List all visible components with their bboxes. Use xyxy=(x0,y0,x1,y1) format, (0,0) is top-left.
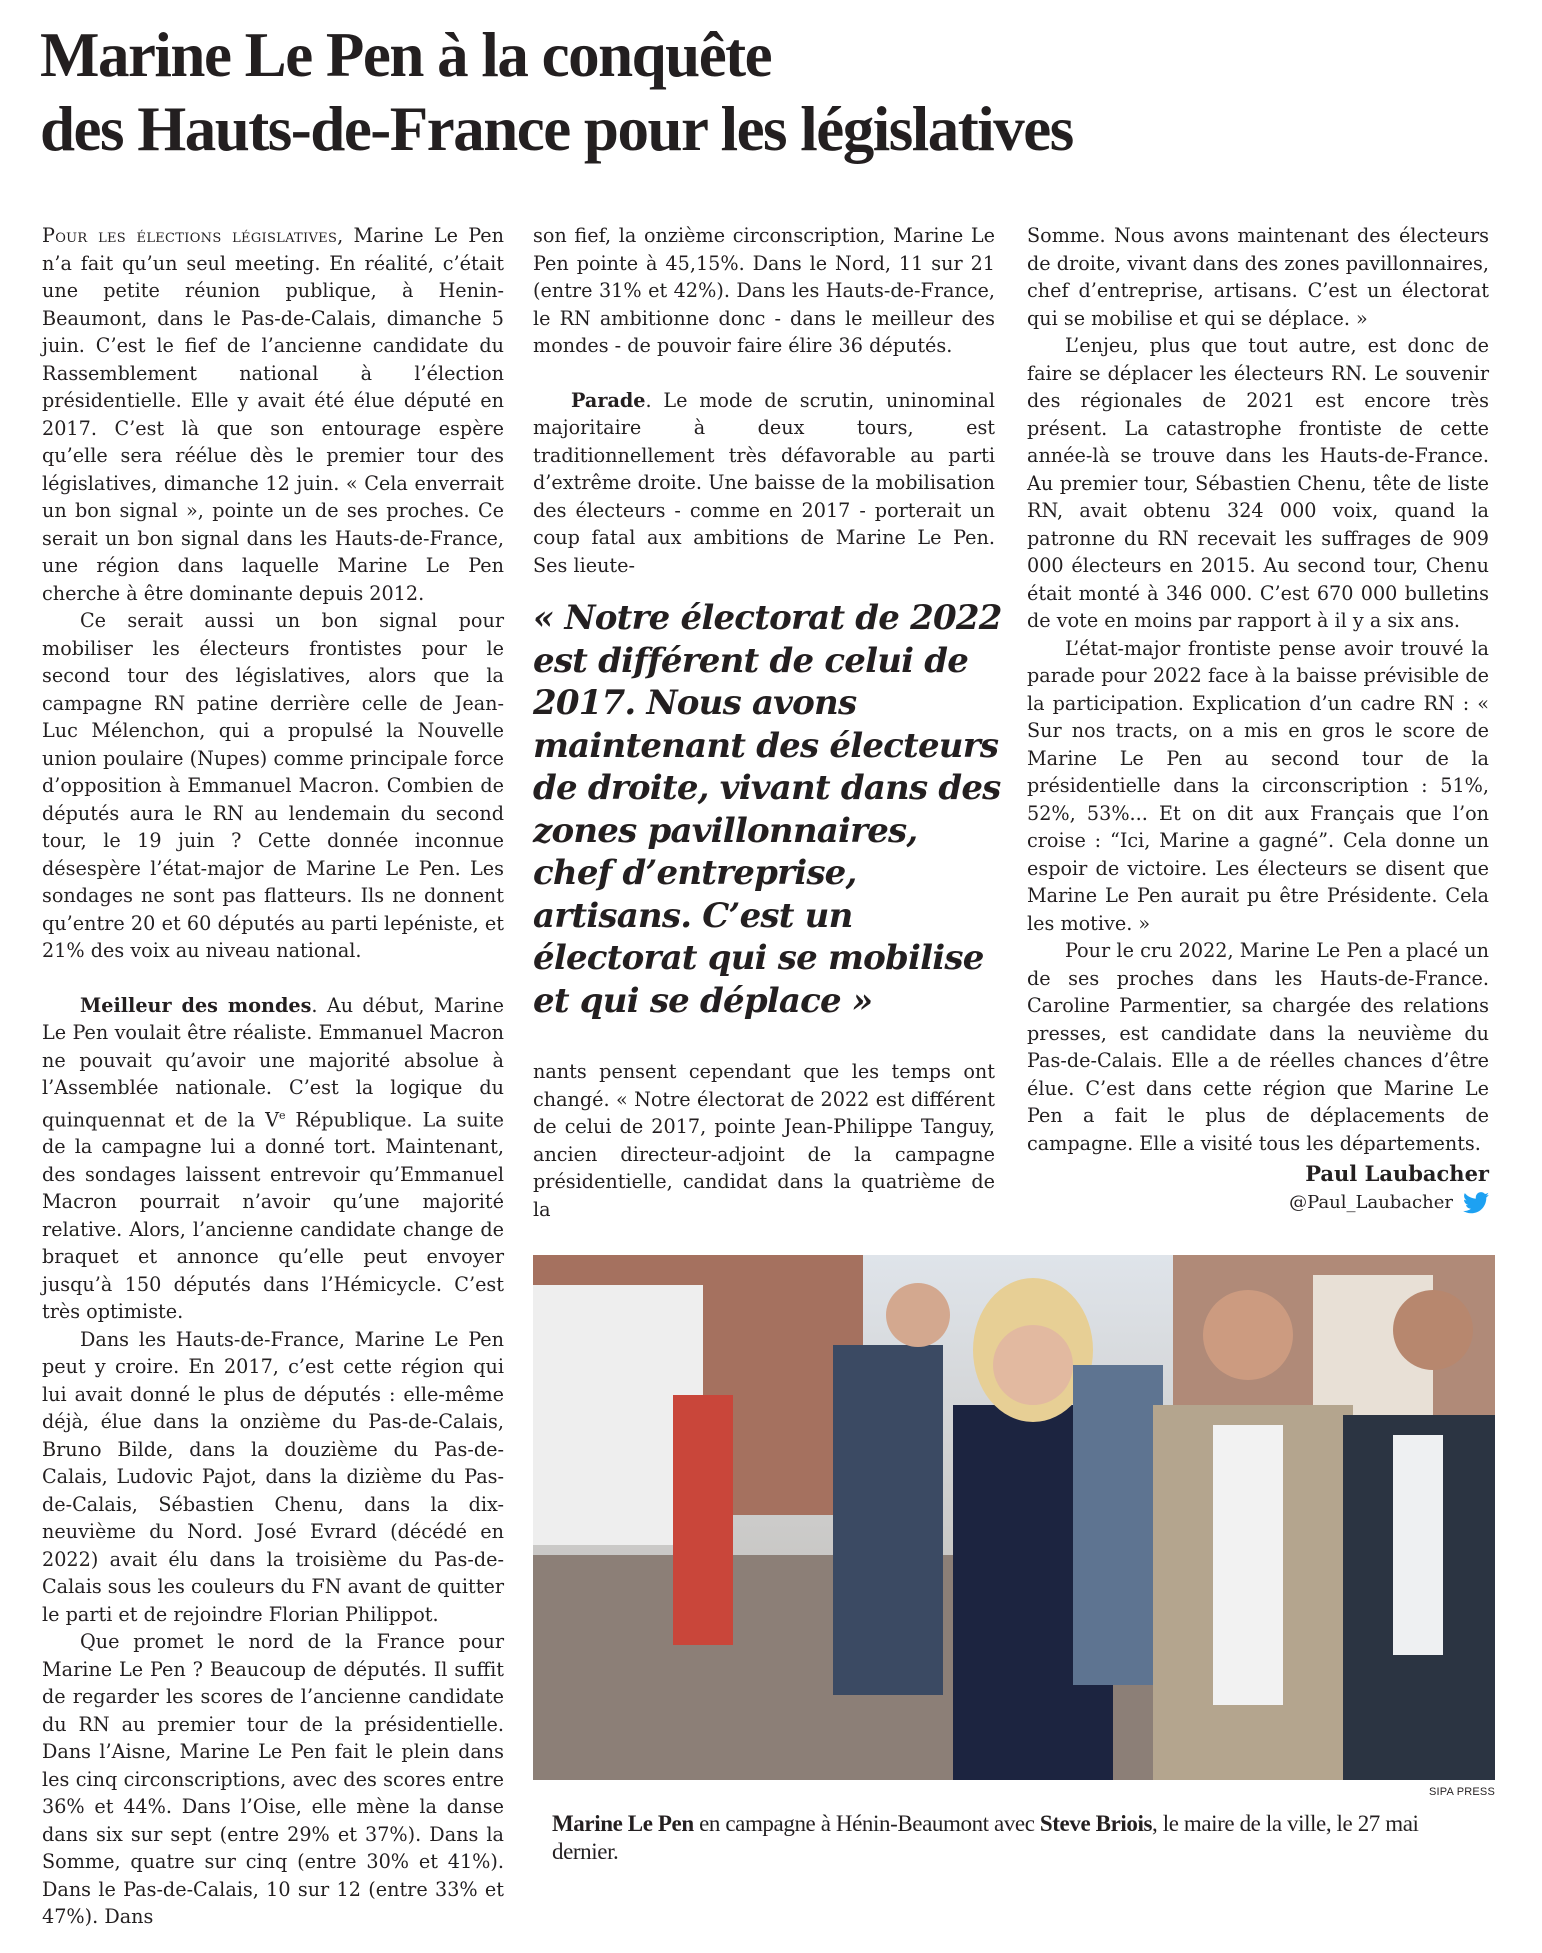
paragraph: L’enjeu, plus que tout autre, est donc de faire se déplacer les électeurs RN. Le souvenir des régionales de 2021 est encore très présent. La catastrophe frontiste de cette année-là se trouve dans les Hauts-de-France. Au premier tour, Sébastien Chenu, tête de liste RN, avait obtenu 324 000 voix, quand la patronne du RN recevait les suffrages de 909 000 électeurs en 2015. Au second tour, Chenu était monté à 346 000. C’est 670 000 bulletins de vote en moins par rapport à il y a six ans. xyxy=(1027,334,1489,632)
headline xyxy=(40,18,1500,166)
subhead-runin: Meilleur des mondes xyxy=(80,993,312,1017)
paragraph: Pour les élections législatives, Marine Le Pen n’a fait qu’un seul meeting. En réalité, c’était une petite réunion publique, à Henin-Beaumont, dans le Pas-de-Calais, dimanche 5 juin. C’est le fief de l’ancienne candidate du Rassemblement national à l’élection présidentielle. Elle y avait été élue député en 2017. C’est là que son entourage espère qu’elle sera réélue dès le premier tour des législatives, dimanche 12 juin. « Cela enverrait un bon signal », pointe un de ses proches. Ce serait un bon signal dans les Hauts-de-France, une région dans laquelle Marine Le Pen cherche à être dominante depuis 2012. xyxy=(42,224,504,605)
column-3 xyxy=(1027,222,1489,1217)
paragraph: Dans les Hauts-de-France, Marine Le Pen peut y croire. En 2017, c’est cette région qui lui avait donné le plus de députés : elle-même déjà, élue dans la onzième du Pas-de-Calais, Bruno Bilde, dans la douzième du Pas-de-Calais, Ludovic Pajot, dans la dizième du Pas-de-Calais, Sébastien Chenu, dans la dix-neuvième du Nord. José Evrard (décédé en 2022) avait élu dans la troisième du Pas-de-Calais sous les couleurs du FN avant de quitter le parti et de rejoindre Florian Philippot. xyxy=(42,1327,504,1626)
paragraph: son fief, la onzième circonscription, Marine Le Pen pointe à 45,15%. Dans le Nord, 11 sur 21 (entre 31% et 42%). Dans les Hauts-de-France, le RN ambitionne donc - dans le meilleur des mondes - de pouvoir faire élire 36 députés. xyxy=(533,224,995,357)
column-1 xyxy=(42,222,504,1931)
caption-person-1: Marine Le Pen xyxy=(552,1811,694,1836)
pull-quote: « Notre électorat de 2022 est différent de celui de 2017. Nous avons maintenant des électeurs de droite, vivant dans des zones pavillonnaires, chef d’entreprise, artisans. C’est un électorat qui se mobilise et qui se déplace » xyxy=(533,598,1002,1021)
paragraph: Meilleur des mondes. Au début, Marine Le Pen voulait être réaliste. Emmanuel Macron ne pouvait qu’avoir une majorité absolue à l’Assemblée nationale. C’est la logique du quinquennat et de la Ve République. La suite de la campagne lui a donné tort. Maintenant, des sondages laissent entrevoir qu’Emmanuel Macron pourrait n’avoir qu’une majorité relative. Alors, l’ancienne candidate change de braquet et annonce qu’elle peut envoyer jusqu’à 150 députés dans l’Hémicycle. C’est très optimiste. xyxy=(42,993,505,1324)
paragraph: Que promet le nord de la France pour Marine Le Pen ? Beaucoup de députés. Il suffit de regarder les scores de l’ancienne candidate du RN au premier tour de la présidentielle. Dans l’Aisne, Marine Le Pen fait le plein dans les cinq circonscriptions, avec des scores entre 36% et 44%. Dans l’Oise, elle mène la danse dans six sur sept (entre 29% et 37%). Dans la Somme, quatre sur cinq (entre 30% et 41%). Dans le Pas-de-Calais, 10 sur 12 (entre 33% et 47%). Dans xyxy=(42,1630,504,1929)
headline-line-2: des Hauts-de-France pour les législatives xyxy=(40,94,1073,164)
column-2-continued xyxy=(533,1058,995,1223)
news-photo xyxy=(533,1255,1495,1780)
paragraph: Pour le cru 2022, Marine Le Pen a placé un de ses proches dans les Hauts-de-France. Caroline Parmentier, sa chargée des relations presses, est candidate dans la neuvième du Pas-de-Calais. Elle a de réelles chances d’être élue. C’est dans cette région que Marine Le Pen a fait le plus de déplacements de campagne. Elle a visité tous les départements. xyxy=(1027,939,1489,1155)
headline-line-1: Marine Le Pen à la conquête xyxy=(40,20,772,90)
column-2 xyxy=(533,222,995,579)
paragraph: Ce serait aussi un bon signal pour mobiliser les électeurs frontistes pour le second tour des législatives, alors que la campagne RN patine derrière celle de Jean-Luc Mélenchon, qui a propulsé la Nouvelle union poulaire (Nupes) comme principale force d’opposition à Emmanuel Macron. Combien de députés aura le RN au lendemain du second tour, le 19 juin ? Cette donnée inconnue désespère l’état-major de Marine Le Pen. Les sondages ne sont pas flatteurs. Ils ne donnent qu’entre 20 et 60 députés au parti lepéniste, et 21% des voix au niveau national. xyxy=(42,609,504,962)
subhead-runin: Parade xyxy=(571,388,646,412)
photo-illustration xyxy=(533,1255,1495,1780)
byline: Paul Laubacher xyxy=(1305,1161,1489,1186)
twitter-handle[interactable] xyxy=(1027,1189,1489,1217)
caption-person-2: Steve Briois xyxy=(1039,1811,1153,1836)
twitter-handle-text[interactable]: @Paul_Laubacher xyxy=(1289,1192,1453,1213)
paragraph: L’état-major frontiste pense avoir trouvé la parade pour 2022 face à la baisse prévisible de la participation. Explication d’un cadre RN : « Sur nos tracts, on a mis en gros le score de Marine Le Pen au second tour de la présidentielle dans la circonscription : 51%, 52%, 53%... Et on dit aux Français que l’on croise : “Ici, Marine a gagné”. Cela donne un espoir de victoire. Les électeurs se disent que Marine Le Pen aurait pu être Présidente. Cela les motive. » xyxy=(1027,636,1489,935)
paragraph: Parade. Le mode de scrutin, uninominal majoritaire à deux tours, est traditionnellement très défavorable au parti d’extrême droite. Une baisse de la mobilisation des électeurs - comme en 2017 - porterait un coup fatal aux ambitions de Marine Le Pen. Ses lieute- xyxy=(533,388,995,577)
twitter-bird-icon xyxy=(1463,1192,1489,1214)
lead-in: Pour les élections législatives xyxy=(42,224,338,247)
paragraph: Somme. Nous avons maintenant des électeurs de droite, vivant dans des zones pavillonnaires, chef d’entreprise, artisans. C’est un électorat qui se mobilise et qui se déplace. » xyxy=(1027,224,1489,330)
paragraph: nants pensent cependant que les temps ont changé. « Notre électorat de 2022 est différent de celui de 2017, pointe Jean-Philippe Tanguy, ancien directeur-adjoint de la campagne présidentielle, candidat dans la quatrième de la xyxy=(533,1060,995,1221)
photo-caption: Marine Le Pen en campagne à Hénin-Beaumont avec Steve Briois, le maire de la ville, le 27 mai dernier. xyxy=(552,1811,1419,1864)
photo-credit: SIPA PRESS xyxy=(1429,1786,1495,1798)
